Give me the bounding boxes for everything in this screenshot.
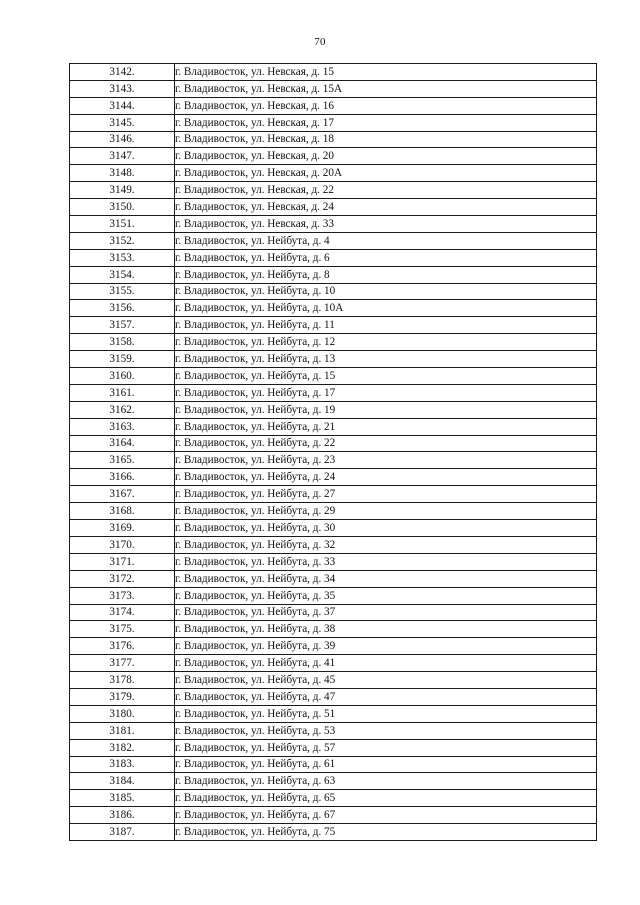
row-number-cell: 3179. (70, 688, 175, 705)
table-row (70, 97, 597, 114)
table-row (70, 334, 597, 351)
address-cell: г. Владивосток, ул. Невская, д. 17 (175, 114, 597, 131)
address-cell: г. Владивосток, ул. Невская, д. 20 (175, 148, 597, 165)
row-number-cell: 3152. (70, 232, 175, 249)
table-row (70, 790, 597, 807)
table-row (70, 587, 597, 604)
address-cell: г. Владивосток, ул. Нейбута, д. 22 (175, 435, 597, 452)
row-number-cell: 3159. (70, 351, 175, 368)
address-cell: г. Владивосток, ул. Нейбута, д. 51 (175, 705, 597, 722)
table-row (70, 452, 597, 469)
row-number-cell: 3171. (70, 553, 175, 570)
table-row (70, 739, 597, 756)
address-cell: г. Владивосток, ул. Нейбута, д. 30 (175, 520, 597, 537)
row-number-cell: 3183. (70, 756, 175, 773)
table-row (70, 368, 597, 385)
row-number-cell: 3164. (70, 435, 175, 452)
table-row (70, 300, 597, 317)
row-number-cell: 3148. (70, 165, 175, 182)
address-cell: г. Владивосток, ул. Невская, д. 18 (175, 131, 597, 148)
row-number-cell: 3166. (70, 469, 175, 486)
row-number-cell: 3182. (70, 739, 175, 756)
address-cell: г. Владивосток, ул. Нейбута, д. 39 (175, 638, 597, 655)
table-row (70, 64, 597, 81)
row-number-cell: 3185. (70, 790, 175, 807)
row-number-cell: 3155. (70, 283, 175, 300)
row-number-cell: 3149. (70, 182, 175, 199)
row-number-cell: 3177. (70, 655, 175, 672)
table-row (70, 131, 597, 148)
table-row (70, 807, 597, 824)
address-cell: г. Владивосток, ул. Нейбута, д. 27 (175, 486, 597, 503)
table-row (70, 351, 597, 368)
address-cell: г. Владивосток, ул. Нейбута, д. 13 (175, 351, 597, 368)
address-cell: г. Владивосток, ул. Нейбута, д. 65 (175, 790, 597, 807)
address-cell: г. Владивосток, ул. Нейбута, д. 17 (175, 384, 597, 401)
row-number-cell: 3172. (70, 570, 175, 587)
address-cell: г. Владивосток, ул. Нейбута, д. 34 (175, 570, 597, 587)
address-cell: г. Владивосток, ул. Нейбута, д. 38 (175, 621, 597, 638)
table-row (70, 249, 597, 266)
address-cell: г. Владивосток, ул. Невская, д. 24 (175, 199, 597, 216)
row-number-cell: 3163. (70, 418, 175, 435)
row-number-cell: 3144. (70, 97, 175, 114)
address-cell: г. Владивосток, ул. Нейбута, д. 8 (175, 266, 597, 283)
table-row (70, 486, 597, 503)
row-number-cell: 3173. (70, 587, 175, 604)
table-row (70, 435, 597, 452)
address-cell: г. Владивосток, ул. Нейбута, д. 15 (175, 368, 597, 385)
table-row (70, 232, 597, 249)
row-number-cell: 3146. (70, 131, 175, 148)
row-number-cell: 3174. (70, 604, 175, 621)
table-row (70, 688, 597, 705)
address-cell: г. Владивосток, ул. Нейбута, д. 37 (175, 604, 597, 621)
address-cell: г. Владивосток, ул. Нейбута, д. 45 (175, 672, 597, 689)
table-row (70, 503, 597, 520)
row-number-cell: 3156. (70, 300, 175, 317)
table-row (70, 216, 597, 233)
table-row (70, 655, 597, 672)
address-cell: г. Владивосток, ул. Нейбута, д. 10 (175, 283, 597, 300)
address-cell: г. Владивосток, ул. Невская, д. 22 (175, 182, 597, 199)
table-row (70, 401, 597, 418)
row-number-cell: 3187. (70, 824, 175, 841)
row-number-cell: 3165. (70, 452, 175, 469)
row-number-cell: 3153. (70, 249, 175, 266)
address-cell: г. Владивосток, ул. Нейбута, д. 23 (175, 452, 597, 469)
address-cell: г. Владивосток, ул. Нейбута, д. 4 (175, 232, 597, 249)
row-number-cell: 3181. (70, 722, 175, 739)
address-cell: г. Владивосток, ул. Невская, д. 16 (175, 97, 597, 114)
address-cell: г. Владивосток, ул. Нейбута, д. 33 (175, 553, 597, 570)
row-number-cell: 3167. (70, 486, 175, 503)
address-table-body (70, 64, 597, 841)
address-cell: г. Владивосток, ул. Невская, д. 20А (175, 165, 597, 182)
table-row (70, 182, 597, 199)
row-number-cell: 3157. (70, 317, 175, 334)
row-number-cell: 3145. (70, 114, 175, 131)
address-cell: г. Владивосток, ул. Нейбута, д. 19 (175, 401, 597, 418)
page-number: 70 (314, 36, 326, 48)
row-number-cell: 3175. (70, 621, 175, 638)
table-row (70, 114, 597, 131)
table-row (70, 536, 597, 553)
row-number-cell: 3151. (70, 216, 175, 233)
row-number-cell: 3180. (70, 705, 175, 722)
table-row (70, 705, 597, 722)
table-row (70, 283, 597, 300)
address-cell: г. Владивосток, ул. Невская, д. 15А (175, 80, 597, 97)
table-row (70, 520, 597, 537)
address-cell: г. Владивосток, ул. Нейбута, д. 12 (175, 334, 597, 351)
address-cell: г. Владивосток, ул. Нейбута, д. 6 (175, 249, 597, 266)
table-row (70, 80, 597, 97)
address-cell: г. Владивосток, ул. Нейбута, д. 63 (175, 773, 597, 790)
table-row (70, 148, 597, 165)
table-row (70, 570, 597, 587)
row-number-cell: 3158. (70, 334, 175, 351)
address-cell: г. Владивосток, ул. Нейбута, д. 53 (175, 722, 597, 739)
address-cell: г. Владивосток, ул. Нейбута, д. 11 (175, 317, 597, 334)
address-cell: г. Владивосток, ул. Нейбута, д. 47 (175, 688, 597, 705)
table-row (70, 773, 597, 790)
address-cell: г. Владивосток, ул. Нейбута, д. 75 (175, 824, 597, 841)
table-row (70, 756, 597, 773)
table-row (70, 638, 597, 655)
address-cell: г. Владивосток, ул. Нейбута, д. 29 (175, 503, 597, 520)
row-number-cell: 3142. (70, 64, 175, 81)
address-cell: г. Владивосток, ул. Невская, д. 15 (175, 64, 597, 81)
row-number-cell: 3184. (70, 773, 175, 790)
row-number-cell: 3154. (70, 266, 175, 283)
row-number-cell: 3176. (70, 638, 175, 655)
table-row (70, 553, 597, 570)
row-number-cell: 3169. (70, 520, 175, 537)
table-row (70, 418, 597, 435)
table-row (70, 165, 597, 182)
table-row (70, 604, 597, 621)
table-row (70, 672, 597, 689)
address-cell: г. Владивосток, ул. Нейбута, д. 41 (175, 655, 597, 672)
address-table (69, 63, 597, 841)
address-cell: г. Владивосток, ул. Нейбута, д. 67 (175, 807, 597, 824)
row-number-cell: 3170. (70, 536, 175, 553)
address-cell: г. Владивосток, ул. Нейбута, д. 10А (175, 300, 597, 317)
table-row (70, 317, 597, 334)
row-number-cell: 3161. (70, 384, 175, 401)
table-row (70, 722, 597, 739)
table-row (70, 199, 597, 216)
table-row (70, 621, 597, 638)
row-number-cell: 3168. (70, 503, 175, 520)
row-number-cell: 3162. (70, 401, 175, 418)
address-cell: г. Владивосток, ул. Нейбута, д. 24 (175, 469, 597, 486)
address-cell: г. Владивосток, ул. Нейбута, д. 35 (175, 587, 597, 604)
row-number-cell: 3186. (70, 807, 175, 824)
row-number-cell: 3178. (70, 672, 175, 689)
table-row (70, 824, 597, 841)
address-cell: г. Владивосток, ул. Нейбута, д. 21 (175, 418, 597, 435)
table-row (70, 266, 597, 283)
row-number-cell: 3147. (70, 148, 175, 165)
address-cell: г. Владивосток, ул. Невская, д. 33 (175, 216, 597, 233)
row-number-cell: 3143. (70, 80, 175, 97)
address-cell: г. Владивосток, ул. Нейбута, д. 61 (175, 756, 597, 773)
row-number-cell: 3160. (70, 368, 175, 385)
row-number-cell: 3150. (70, 199, 175, 216)
table-row (70, 384, 597, 401)
address-cell: г. Владивосток, ул. Нейбута, д. 57 (175, 739, 597, 756)
address-cell: г. Владивосток, ул. Нейбута, д. 32 (175, 536, 597, 553)
table-row (70, 469, 597, 486)
